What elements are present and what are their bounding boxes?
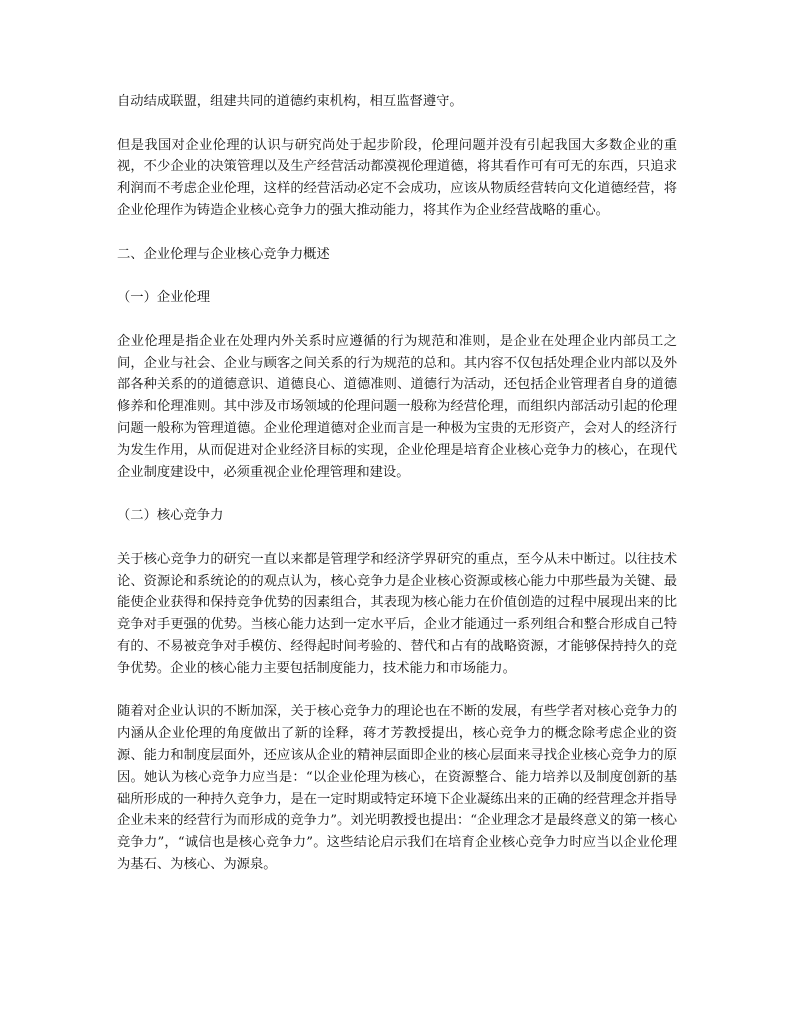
paragraph-core-competence-research: 关于核心竞争力的研究一直以来都是管理学和经济学界研究的重点，至今从未中断过。以往技术论、资源论和系统论的的观点认为，核心竞争力是企业核心资源或核心能力中那些最为关键、最能使企业获得和保持竞争优势的因素组合，其表现为核心能力在价值创造的过程中展现出来的比竞争对手更强的优势。当核心能力达到一定水平后，企业才能通过一系列组合和整合形成自己特有的、不易被竞争对手模仿、经得起时间考验的、替代和占有的战略资源，才能够保持持久的竞争优势。企业的核心能力主要包括制度能力，技术能力和市场能力。: [117, 551, 677, 676]
paragraph-core-competence-theory: 随着对企业认识的不断加深，关于核心竞争力的理论也在不断的发展，有些学者对核心竞争力的内涵从企业伦理的角度做出了新的诠释，蒋才芳教授提出，核心竞争力的概念除考虑企业的资源、能力和制度层面外，还应该从企业的精神层面即企业的核心层面来寻找企业核心竞争力的原因。她认为核心竞争力应当是：“以企业伦理为核心，在资源整合、能力培养以及制度创新的基础所形成的一种持久竞争力，是在一定时期或特定环境下企业凝练出来的正确的经营理念并指导企业未来的经营行为而形成的竞争力”。刘光明教授也提出：“企业理念才是最终意义的第一核心竞争力”，“诚信也是核心竞争力”。这些结论启示我们在培育企业核心竞争力时应当以企业伦理为基石、为核心、为源泉。: [117, 704, 677, 872]
document-page: [117, 91, 677, 897]
paragraph-alliance: 自动结成联盟，组建共同的道德约束机构，相互监督遵守。: [117, 94, 463, 109]
paragraph-ethics-awareness: 但是我国对企业伦理的认识与研究尚处于起步阶段，伦理问题并没有引起我国大多数企业的重视，不少企业的决策管理以及生产经营活动都漠视伦理道德，将其看作可有可无的东西，只追求利润而不考虑企业伦理，这样的经营活动必定不会成功，应该从物质经营转向文化道德经营，将企业伦理作为铸造企业核心竞争力的强大推动能力，将其作为企业经营战略的重心。: [117, 137, 677, 218]
paragraph-enterprise-ethics-definition: 企业伦理是指企业在处理内外关系时应遵循的行为规范和准则，是企业在处理企业内部员工之间，企业与社会、企业与顾客之间关系的行为规范的总和。其内容不仅包括处理企业内部以及外部各种关系的的道德意识、道德良心、道德准则、道德行为活动，还包括企业管理者自身的道德修养和伦理准则。其中涉及市场领域的伦理问题一般称为经营伦理，而组织内部活动引起的伦理问题一般称为管理道德。企业伦理道德对企业而言是一种极为宝贵的无形资产，会对人的经济行为发生作用，从而促进对企业经济目标的实现，企业伦理是培育企业核心竞争力的核心，在现代企业制度建设中，必须重视企业伦理管理和建设。: [117, 333, 677, 480]
subsection-heading-enterprise-ethics: （一）企业伦理: [117, 290, 211, 306]
section-heading-2: 二、企业伦理与企业核心竞争力概述: [117, 246, 330, 262]
subsection-heading-core-competence: （二）核心竞争力: [117, 508, 224, 524]
